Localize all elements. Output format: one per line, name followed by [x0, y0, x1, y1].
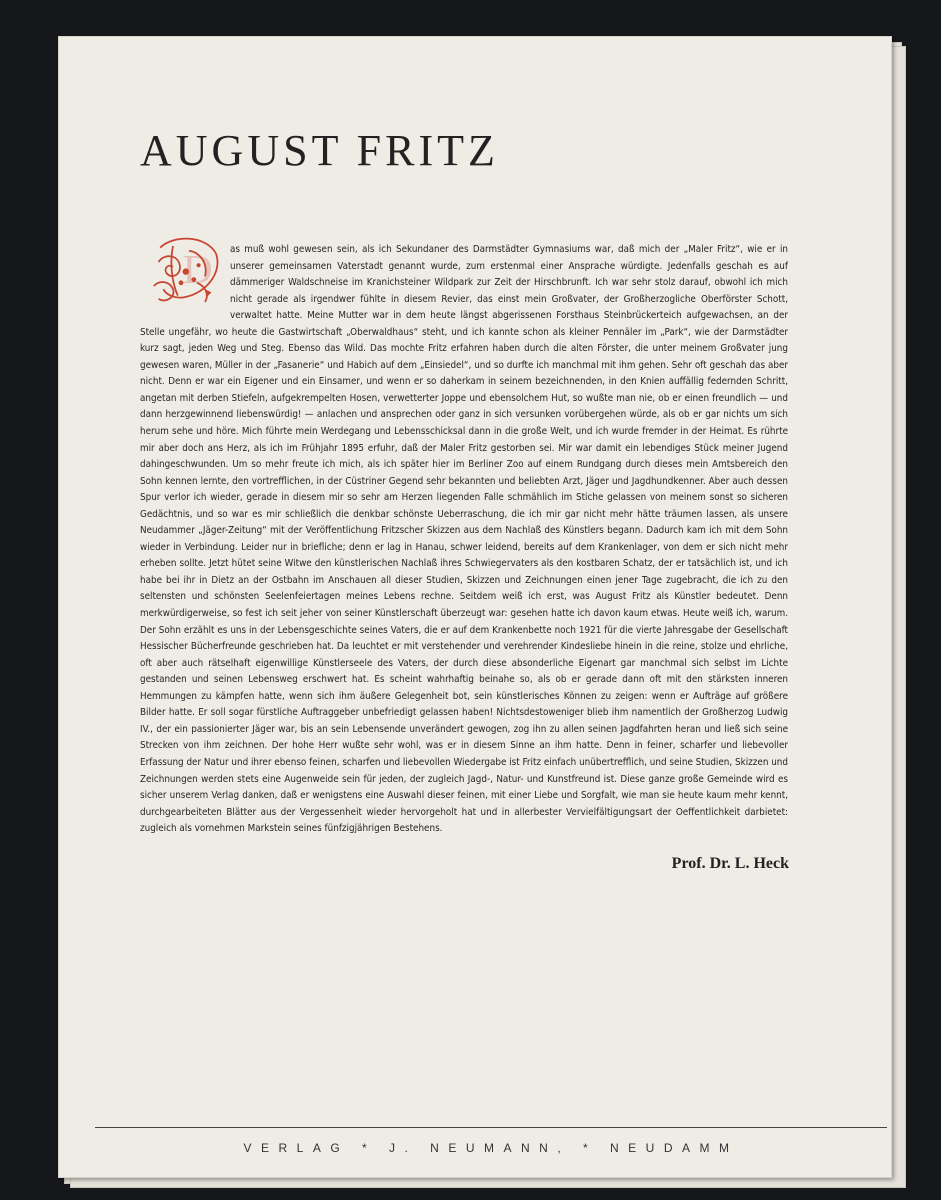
page-title: AUGUST FRITZ [140, 126, 499, 175]
author-signature: Prof. Dr. L. Heck [671, 855, 789, 872]
document-page [58, 36, 892, 1178]
publisher-footer: VERLAG * J. NEUMANN, * NEUDAMM [243, 1141, 739, 1155]
drop-cap-letter: D [182, 245, 213, 292]
body-paragraph: as muß wohl gewesen sein, als ich Sekundaner des Darmstädter Gymnasiums war, daß mich der „Maler Fritz“, wie er in unserer gemeinsamen Vaterstadt genannt wurde, zum erstenmal einer Ansprache würdigte. Jedenfalls geschah es auf dämmeriger Waldschneise im Kranichsteiner Wildpark zur Zeit der Hirschbrunft. Ich war sehr stolz darauf, obwohl ich mich nicht gerade als irgendwer fühlte in diesem Revier, das einst mein Großvater, der Großherzogliche Oberförster Schott, verwaltet hatte. Meine Mutter war in dem heute längst abgerissenen Forsthaus Steinbrückerteich aufgewachsen, an der Stelle ungefähr, wo heute die Gastwirtschaft „Oberwaldhaus“ steht, und ich kannte schon als kleiner Pennäler im „Park“, wie der Darmstädter kurz sagt, jeden Weg und Steg. Ebenso das Wild. Das mochte Fritz erfahren haben durch die alten Förster, die unter meinem Großvater jung gewesen waren, Müller in der „Fasanerie“ und Habich auf dem „Einsiedel“, und so durfte ich manchmal mit ihm gehen. Sehr oft geschah das aber nicht. Denn er war ein Eigener und ein Einsamer, und wenn er so daherkam in seinem bezeichnenden, in den Knien auffällig federnden Schritt, angetan mit derben Stiefeln, aufgekrempelten Hosen, verwetterter Joppe und ebensolchem Hut, so wußte man nie, ob er einen freundlich — und dann herzgewinnend liebenswürdig! — anlachen und ansprechen oder ganz in sich versunken vorübergehen würde, als ob er gar nichts um sich herum sehe und höre. Mich führte mein Werdegang und Lebensschicksal dann in die große Welt, und ich wurde fremder in der Heimat. Es rührte mir aber doch ans Herz, als ich im Frühjahr 1895 erfuhr, daß der Maler Fritz gestorben sei. Mir war damit ein lebendiges Stück meiner Jugend dahingeschwunden. Um so mehr freute ich mich, als ich später hier im Berliner Zoo auf einem Rundgang durch dieses mein Amtsbereich den Sohn kennen lernte, den vortrefflichen, in der Cüstriner Gegend sehr bekannten und beliebten Arzt, Jäger und Jagdhundkenner. Aber auch dessen Spur verlor ich wieder, gerade in diesem mir so sehr am Herzen liegenden Falle schmählich im Stiche gelassen von meinem sonst so sicheren Gedächtnis, und so war es mir schließlich die denkbar schönste Ueberraschung, die ich mir gar nicht mehr hätte träumen lassen, als unsere Neudammer „Jäger-Zeitung“ mit der Veröffentlichung Fritzscher Skizzen aus dem Nachlaß des Künstlers begann. Dadurch kam ich mit dem Sohn wieder in Verbindung. Leider nur in briefliche; denn er lag in Hanau, schwer leidend, bereits auf dem Krankenlager, von dem er sich nicht mehr erheben sollte. Jetzt hütet seine Witwe den künstlerischen Nachlaß ihres Schwiegervaters als den kostbaren Schatz, der er tatsächlich ist, und ich habe bei ihr in Dietz an der Ostbahn im Anschauen all dieser Studien, Skizzen und Zeichnungen einen jener Tage zugebracht, die ich zu den seltensten und schönsten Seelenfeiertagen meines Lebens rechne. Seitdem weiß ich erst, was August Fritz als Künstler bedeutet. Denn merkwürdigerweise, so fest ich seit jeher von seiner Künstlerschaft überzeugt war: gesehen hatte ich davon kaum etwas. Heute weiß ich, warum. Der Sohn erzählt es uns in der Lebensgeschichte seines Vaters, die er auf dem Krankenbette noch 1921 für die vierte Jahresgabe der Gesellschaft Hessischer Bücherfreunde geschrieben hat. Da leuchtet er mit verstehender und verehrender Kindesliebe hinein in die reine, stolze und ehrliche, oft aber auch rätselhaft eigenwillige Künstlerseele des Vaters, der durch diese absonderliche Eigenart gar manchmal sich selbst im Lichte gestanden und seinen Lebensweg erschwert hat. Es scheint wahrhaftig beinahe so, als ob er gerade dann oft mit den stärksten inneren Hemmungen zu kämpfen hatte, wenn sich ihm äußere Gelegenheit bot, sein künstlerisches Können zu zeigen: wenn er Aufträge auf größere Bilder hatte. Er soll sogar fürstliche Auftraggeber unbefriedigt gelassen haben! Nichtsdestoweniger blieb ihm namentlich der Großherzog Ludwig IV., der ein passionierter Jäger war, bis an sein Lebensende unverändert gewogen, zog ihn zu allen seinen Jagdfahrten heran und ließ sich seine Strecken von ihm zeichnen. Der hohe Herr wußte sehr wohl, was er in diesem Sinne an ihm hatte. Denn in feiner, scharfer und liebevoller Erfassung der Natur und ihrer ebenso feinen, scharfen und liebevollen Wiedergabe ist Fritz einfach unübertrefflich, und seine Studien, Skizzen und Zeichnungen werden stets eine Augenweide sein für jeden, der zugleich Jagd-, Natur- und Kunstfreund ist. Diese ganze große Gemeinde wird es sicher unserem Verlag danken, daß er wenigstens eine Auswahl dieser feinen, mit einer Liebe und Sorgfalt, wie man sie heute kaum mehr kennt, durchgearbeiteten Blätter aus der Vergessenheit wieder hervorgeholt hat und in allerbester Vervielfältigungsart der Oeffentlichkeit darbietet: zugleich als vornehmen Markstein seines fünfzigjährigen Bestehens. [140, 244, 788, 835]
footer-divider [95, 1127, 887, 1128]
body-text-block [140, 242, 788, 838]
ornamental-initial-d-icon [140, 230, 230, 310]
